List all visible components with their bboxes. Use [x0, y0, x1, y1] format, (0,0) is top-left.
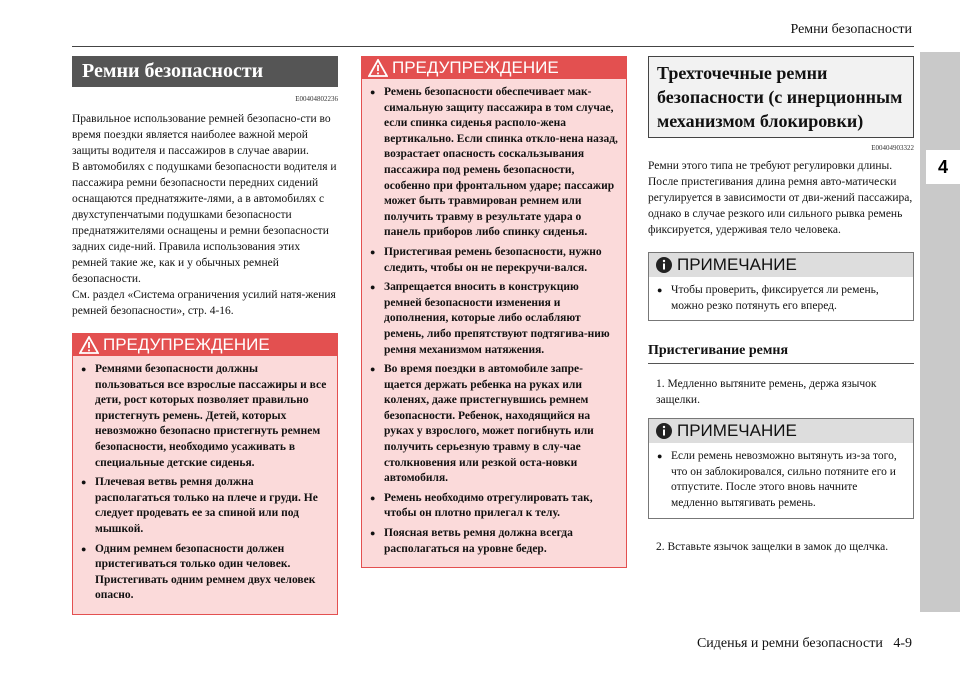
- left-body: [72, 111, 338, 319]
- chapter-number: 4: [926, 150, 960, 184]
- warning-header: [362, 57, 626, 79]
- note-item: ● Если ремень невозможно вытянуть из-за того, что он заблокировался, сильно потяните его и отпустите. После этого вновь начните медленно вытягивать ремень.: [657, 449, 905, 511]
- warning-box: [72, 333, 338, 615]
- paragraph: В автомобилях с подушками безопасности водителя и пассажира ремни безопасности передних сидений оснащаются преднатяжите-лями, а в автомобилях с двухступенчатыми подушками безопасности преднатяжителями оснащены и ремни безопасности задних сиде-ний. Правила использования этих ремней такие же, как и у обычных ремней безопасности.: [72, 161, 337, 285]
- subheading: Пристегивание ремня: [648, 343, 914, 364]
- warning-box-middle: [361, 56, 627, 568]
- section-code: E00404903322: [871, 144, 914, 152]
- warning-label: ПРЕДУПРЕЖДЕНИЕ: [392, 58, 559, 77]
- note-label: ПРИМЕЧАНИЕ: [677, 421, 797, 441]
- note-header: [649, 419, 913, 443]
- warning-item: ● Поясная ветвь ремня должна всегда располагаться на уровне бедер.: [370, 526, 618, 557]
- warning-item: ● Во время поездки в автомобиле запре-щается держать ребенка на руках или коленях, даже пристегнувшись ремнем безопасности. Ребенок, находящийся на руках у взрослого, может погибнуть или получить серьезную травму в слу-чае столкновения или резкой оста-новки автомобиля.: [370, 362, 618, 487]
- note-label: ПРИМЕЧАНИЕ: [677, 255, 797, 274]
- warning-item: ● Плечевая ветвь ремня должна располагаться только на плече и груди. Не следует продевать ее за спиной или под мышкой.: [81, 475, 329, 537]
- note-header: [649, 253, 913, 277]
- info-icon: [655, 256, 673, 274]
- right-column: [648, 56, 914, 555]
- warning-item: ● Пристегивая ремень безопасности, нужно следить, чтобы он не перекручи-вался.: [370, 245, 618, 276]
- page-footer: Сиденья и ремни безопасности 4-9: [696, 636, 912, 651]
- warning-item: ● Запрещается вносить в конструкцию ремней безопасности изменения и дополнения, которые либо ослабляют ремень, либо препятствуют подтягива-нию ремня механизмом натяжения.: [370, 280, 618, 358]
- side-tab: [920, 52, 960, 612]
- left-column: [72, 56, 338, 615]
- header-rule: [72, 46, 914, 47]
- warning-item: ● Одним ремнем безопасности должен пристегиваться только один человек. Пристегивать одним ремнем двух человек опасно.: [81, 542, 329, 604]
- step-1: 1. Медленно вытяните ремень, держа язычок защелки.: [656, 378, 877, 407]
- section-code: E00404802236: [295, 95, 338, 103]
- note-item: ● Чтобы проверить, фиксируется ли ремень, можно резко потянуть его вперед.: [657, 283, 905, 314]
- running-title: Ремни безопасности: [790, 22, 912, 37]
- warning-triangle-icon: [79, 336, 99, 354]
- section-title: Ремни безопасности: [72, 56, 338, 87]
- right-body: Ремни этого типа не требуют регулировки длины. После пристегивания длина ремня авто-матически регулируется в зависимости от дви-жений пассажира, однако в случае резкого или сильного рывка ремень фиксируется, удерживая тело человека.: [648, 160, 913, 236]
- note-box: [648, 418, 914, 518]
- warning-label: ПРЕДУПРЕЖДЕНИЕ: [103, 335, 270, 354]
- step-2: 2. Вставьте язычок защелки в замок до щелчка.: [656, 540, 889, 553]
- section-title: Трехточечные ремни безопасности (с инерционным механизмом блокировки): [648, 56, 914, 138]
- info-icon: [655, 422, 673, 440]
- warning-header: [73, 334, 337, 356]
- paragraph: Правильное использование ремней безопасно-сти во время поездки является наиболее важной мерой защиты водителя и пассажиров в случае аварии.: [72, 113, 331, 157]
- warning-item: ● Ремень необходимо отрегулировать так, чтобы он плотно прилегал к телу.: [370, 491, 618, 522]
- warning-triangle-icon: [368, 59, 388, 77]
- note-box: [648, 252, 914, 321]
- warning-item: ● Ремнями безопасности должны пользоваться все взрослые пассажиры и все дети, рост которых позволяет правильно пристегнуть ремень. Детей, которых невозможно безопасно пристегнуть ремнем безопасности, необходимо усаживать в специальные детские сиденья.: [81, 362, 329, 471]
- paragraph: См. раздел «Система ограничения усилий натя-жения ремней безопасности», стр. 4-16.: [72, 289, 336, 317]
- warning-item: ● Ремень безопасности обеспечивает мак-симальную защиту пассажира в том случае, если спинка сиденья располо-жена вертикально. Если спинка откло-нена назад, возрастает опасность соскальзывания пассажира под ремень безопасности, особенно при фронтальном ударе; пассажир может быть травмирован ремнем или получить травму в результате удара о панель приборов либо спинку сиденья.: [370, 85, 618, 241]
